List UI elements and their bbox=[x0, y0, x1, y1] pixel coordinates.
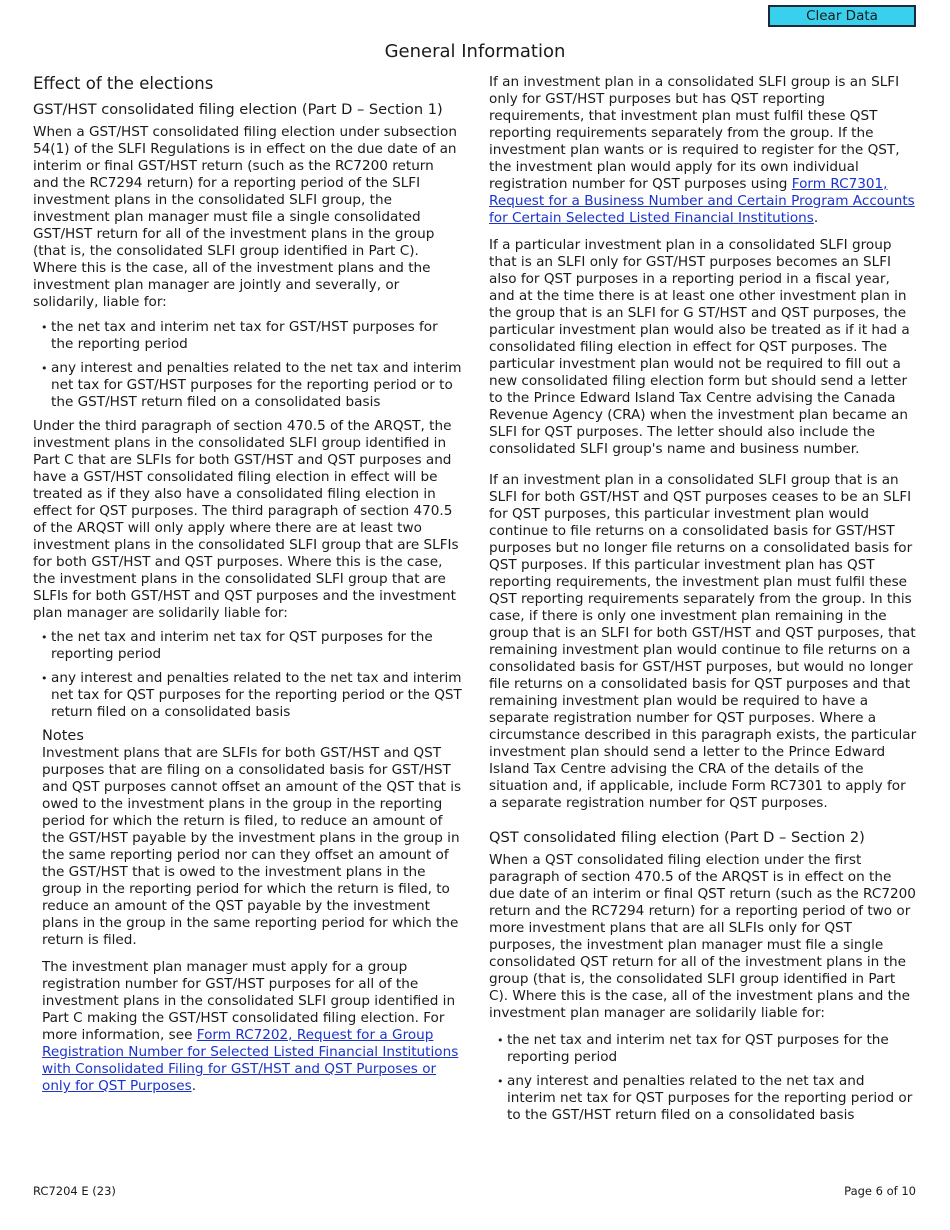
form-rc7301-link[interactable]: Form RC7301, Request for a Business Number and Certain Program Accounts for Certain Selected Listed Financial Institutions bbox=[489, 176, 915, 226]
paragraph-gst-hst-election: When a GST/HST consolidated filing election under subsection 54(1) of the SLFI Regulations is in effect on the due date of an interim or final GST/HST return (such as the RC7200 return and the RC7294 return) for a reporting period of the SLFI investment plans in the consolidated SLFI group, the investment plan manager must file a single consolidated GST/HST return for all of the investment plans in the group (that is, the consolidated SLFI group identified in Part C). Where this is the case, all of the investment plans and the investment plan manager are jointly and severally, or solidarily, liable for: bbox=[33, 124, 457, 310]
notes-paragraph-offset: Investment plans that are SLFIs for both GST/HST and QST purposes that are filing on a consolidated basis for GST/HST and QST purposes cannot offset an amount of the QST that is owed to the investment plans in the group in the reporting period for which the return is filed, to reduce an amount of the GST/HST payable by the investment plans in the group in the same reporting period nor can they offset an amount of the GST/HST that is owed to the investment plans in the group in the reporting period for which the return is filed, to reduce an amount of the QST payable by the investment plans in the group in the same reporting period for which the return is filed. bbox=[42, 745, 462, 948]
form-code: RC7204 E (23) bbox=[33, 1184, 116, 1198]
paragraph-ceases-slfi-qst: If an investment plan in a consolidated SLFI group that is an SLFI for both GST/HST and QST purposes ceases to be an SLFI for QST purposes, this particular investment plan would continue to file returns on a consolidated basis for GST/HST purposes but no longer file returns on a consolidated basis for QST purposes. If this particular investment plan has QST reporting requirements, the investment plan must fulfil these QST reporting requirements separately from the group. In this case, if there is only one investment plan remaining in the group that is an SLFI for both GST/HST and QST purposes, that remaining investment plan would continue to file returns on a consolidated basis for GST/HST purposes, but would no longer file returns on a consolidated basis for QST purposes and that remaining investment plan would be required to have a separate registration number for QST purposes. Where a circumstance described in this paragraph exists, the particular investment plan should send a letter to the Prince Edward Island Tax Centre advising the CRA of the details of the situation and, if applicable, include Form RC7301 to apply for a separate registration number for QST purposes. bbox=[489, 472, 917, 811]
paragraph-text: If an investment plan in a consolidated SLFI group is an SLFI only for GST/HST purposes but has QST reporting requirements, that investment plan must fulfil these QST reporting requirements separately from the group. If the investment plan wants or is required to register for the QST, the investment plan would apply for its own individual registration number for QST purposes using bbox=[489, 74, 900, 192]
paragraph-gst-hst-only-slfi bbox=[489, 74, 917, 227]
paragraph-becomes-slfi-qst: If a particular investment plan in a consolidated SLFI group that is an SLFI only for GST/HST purposes becomes an SLFI also for QST purposes in a reporting period in a fiscal year, and at the time there is at least one other investment plan in the group that is an SLFI for G ST/HST and QST purposes, the particular investment plan would also be treated as if it had a consolidated filing election in effect for QST purposes. The particular investment plan would not be required to fill out a new consolidated filing election form but should send a letter to the Prince Edward Island Tax Centre advising the Canada Revenue Agency (CRA) when the investment plan became an SLFI for QST purposes. The letter should also include the consolidated SLFI group's name and business number. bbox=[489, 237, 910, 457]
notes-text-end: . bbox=[191, 1078, 197, 1094]
list-item: • any interest and penalties related to the net tax and interim net tax for GST/HST purposes for the reporting period or to the GST/HST return filed on a consolidated basis bbox=[33, 360, 463, 411]
paragraph-text-end: . bbox=[813, 210, 819, 226]
list-item: • the net tax and interim net tax for QST purposes for the reporting period bbox=[489, 1032, 917, 1066]
liability-list-gst-hst bbox=[33, 319, 463, 411]
clear-data-button[interactable]: Clear Data bbox=[768, 5, 916, 27]
section-heading-effect: Effect of the elections bbox=[33, 74, 214, 93]
liability-list-qst bbox=[33, 629, 463, 721]
page-title: General Information bbox=[384, 41, 566, 62]
list-item: • any interest and penalties related to the net tax and interim net tax for QST purposes for the reporting period or to the GST/HST return filed on a consolidated basis bbox=[489, 1073, 917, 1124]
subheading-gst-hst-election: GST/HST consolidated filing election (Part D – Section 1) bbox=[33, 101, 443, 118]
paragraph-qst-election: When a QST consolidated filing election under the first paragraph of section 470.5 of the ARQST is in effect on the due date of an interim or final QST return (such as the RC7200 return and the RC7294 return) for a reporting period of two or more investment plans that are all SLFIs only for QST purposes, the investment plan manager must file a single consolidated QST return for all of the investment plans in the group (that is, the consolidated SLFI group identified in Part C). Where this is the case, all of the investment plans and the investment plan manager are solidarily liable for: bbox=[489, 852, 916, 1021]
page-number: Page 6 of 10 bbox=[844, 1184, 916, 1198]
list-item: • the net tax and interim net tax for GST/HST purposes for the reporting period bbox=[33, 319, 463, 353]
list-item: • any interest and penalties related to the net tax and interim net tax for QST purposes for the reporting period or the QST return filed on a consolidated basis bbox=[33, 670, 463, 721]
form-rc7202-link[interactable]: Form RC7202, Request for a Group Registration Number for Selected Listed Financial Institutions with Consolidated Filing for GST/HST and QST Purposes or only for QST Purposes bbox=[42, 1027, 459, 1094]
notes-paragraph-registration bbox=[42, 959, 463, 1095]
left-column bbox=[33, 74, 463, 1095]
paragraph-arqst-470-5: Under the third paragraph of section 470.5 of the ARQST, the investment plans in the consolidated SLFI group identified in Part C that are SLFIs for both GST/HST and QST purposes and have a GST/HST consolidated filing election in effect will be treated as if they also have a consolidated filing election in effect for QST purposes. The third paragraph of section 470.5 of the ARQST will only apply where there are at least two investment plans in the consolidated SLFI group that are SLFIs for both GST/HST and QST purposes. Where this is the case, the investment plans in the consolidated SLFI group that are SLFIs for both GST/HST and QST purposes and the investment plan manager are solidarily liable for: bbox=[33, 418, 459, 621]
liability-list-qst-election bbox=[489, 1032, 917, 1124]
subheading-qst-election: QST consolidated filing election (Part D – Section 2) bbox=[489, 829, 865, 846]
list-item: • the net tax and interim net tax for QST purposes for the reporting period bbox=[33, 629, 463, 663]
notes-block bbox=[42, 728, 463, 1095]
right-column bbox=[489, 74, 917, 1124]
notes-heading: Notes bbox=[42, 728, 84, 744]
notes-text: The investment plan manager must apply for a group registration number for GST/HST purposes for all of the investment plans in the consolidated SLFI group identified in Part C making the GST/HST consolidated filing election. For more information, see bbox=[42, 959, 456, 1043]
